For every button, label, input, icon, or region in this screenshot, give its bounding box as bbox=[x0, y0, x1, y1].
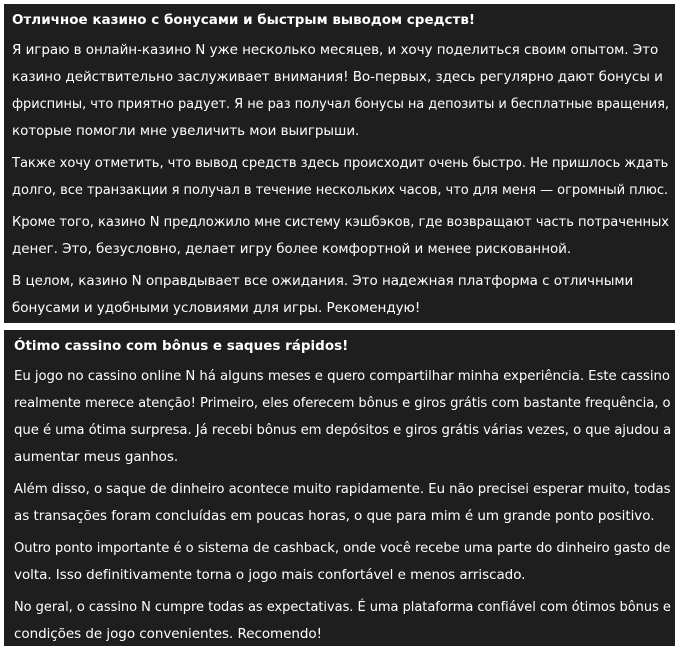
review-title: Ótimo cassino com bônus e saques rápidos! bbox=[14, 338, 349, 354]
text-line: денег. Это, безусловно, делает игру более комфортной и менее рискованной. bbox=[12, 241, 572, 257]
text-line: Além disso, o saque de dinheiro acontece muito rapidamente. Eu não precisei esperar muito, todas bbox=[14, 482, 671, 497]
text-line: которые помогли мне увеличить мои выигрыши. bbox=[12, 123, 360, 139]
text-line: казино действительно заслуживает внимания! Во-первых, здесь регулярно дают бонусы и bbox=[12, 69, 663, 85]
review-paragraph bbox=[12, 37, 675, 145]
review-paragraph bbox=[14, 363, 675, 471]
review-paragraph bbox=[12, 268, 675, 322]
text-line: aumentar meus ganhos. bbox=[14, 449, 179, 465]
review-paragraph bbox=[14, 594, 675, 648]
text-line: condições de jogo convenientes. Recomendo! bbox=[14, 626, 322, 642]
text-line: que é uma ótima surpresa. Já recebi bônus em depósitos e giros grátis várias vezes, o que ajudou a bbox=[14, 423, 672, 438]
text-line: realmente merece atenção! Primeiro, eles oferecem bônus e giros grátis com bastante frequência, o bbox=[14, 396, 671, 411]
text-line: as transações foram concluídas em poucas horas, o que para mim é um grande ponto positivo. bbox=[14, 508, 655, 524]
review-paragraph bbox=[14, 535, 675, 589]
review-paragraph bbox=[14, 476, 675, 530]
review-paragraph bbox=[12, 209, 675, 263]
text-line: volta. Isso definitivamente torna o jogo mais confortável e menos arriscado. bbox=[14, 567, 526, 583]
text-line: долго, все транзакции я получал в течение нескольких часов, что для меня — огромный плюс. bbox=[12, 183, 669, 198]
text-line: Я играю в онлайн-казино N уже несколько месяцев, и хочу поделиться своим опытом. Это bbox=[12, 42, 659, 58]
text-line: Eu jogo no cassino online N há alguns meses e quero compartilhar minha experiência. Este cassino bbox=[14, 369, 670, 384]
text-line: фриспины, что приятно радует. Я не раз получал бонусы на депозиты и бесплатные вращения, bbox=[12, 97, 669, 112]
text-line: No geral, o cassino N cumpre todas as expectativas. É uma plataforma confiável com ótimos bônus e bbox=[14, 600, 671, 615]
review-panel-russian bbox=[4, 4, 675, 323]
text-line: бонусами и удобными условиями для игры. Рекомендую! bbox=[12, 300, 421, 316]
text-line: В целом, казино N оправдывает все ожидания. Это надежная платформа с отличными bbox=[12, 273, 634, 289]
text-line: Также хочу отметить, что вывод средств здесь происходит очень быстро. Не пришлось ждать bbox=[12, 156, 669, 171]
review-panel-portuguese bbox=[4, 330, 675, 646]
text-line: Кроме того, казино N предложило мне систему кэшбэков, где возвращают часть потраченных bbox=[12, 215, 669, 230]
review-title: Отличное казино с бонусами и быстрым выводом средств! bbox=[12, 12, 476, 28]
review-paragraph bbox=[12, 150, 675, 204]
text-line: Outro ponto importante é o sistema de cashback, onde você recebe uma parte do dinheiro gasto de bbox=[14, 541, 671, 556]
